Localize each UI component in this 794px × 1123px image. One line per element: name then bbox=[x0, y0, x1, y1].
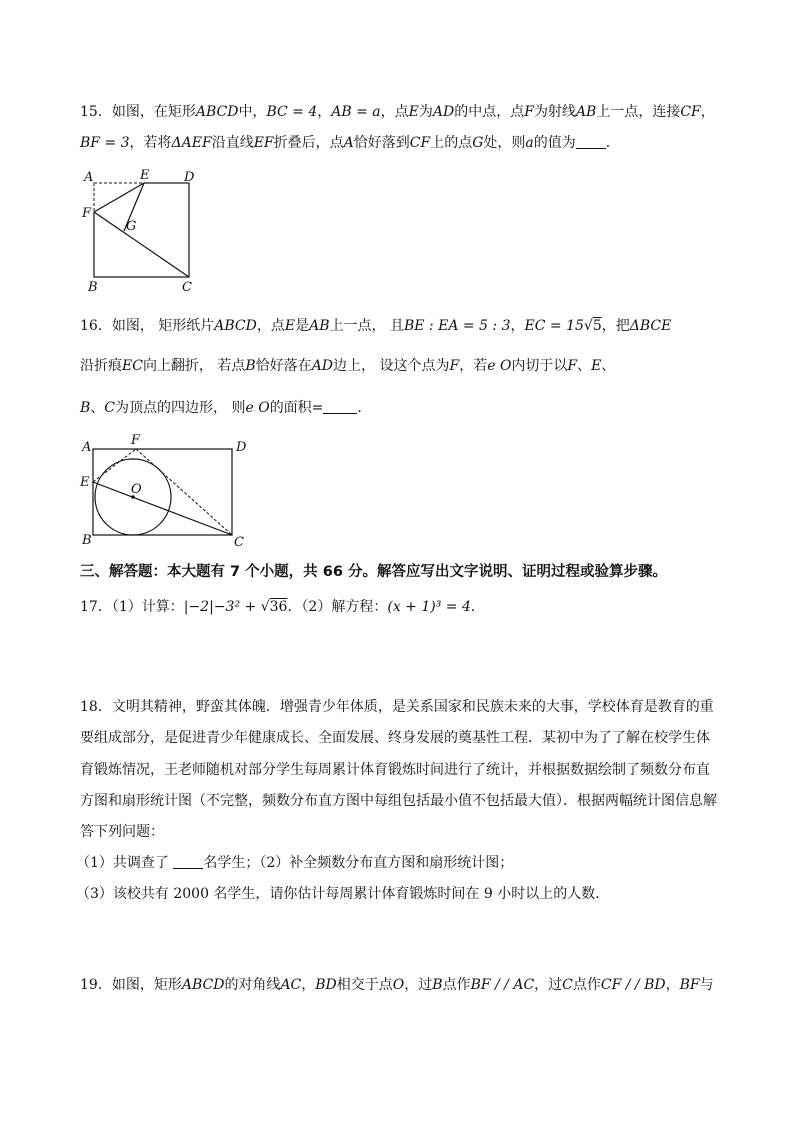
q18-line5: 答下列问题： bbox=[80, 824, 164, 840]
q15-line1: 15．如图，在矩形ABCD中，BC = 4，AB = a，点E为AD的中点，点F为射线AB上一点，连接CF， bbox=[80, 104, 715, 120]
label-a: A bbox=[82, 440, 92, 455]
q16-figure bbox=[76, 432, 256, 550]
dashed-segment-ef bbox=[93, 449, 136, 482]
answer-blank bbox=[576, 134, 606, 149]
q16-line3: B、C为顶点的四边形， 则e O的面积= ． bbox=[80, 400, 372, 416]
label-f: F bbox=[82, 206, 92, 221]
dashed-segment-fc bbox=[136, 449, 232, 535]
label-c: C bbox=[234, 535, 244, 550]
q18-line2: 要组成部分，是促进青少年健康成长、全面发展、终身发展的奠基性工程．某初中为了了解在校学生体 bbox=[80, 730, 710, 746]
segment-ec bbox=[93, 482, 232, 535]
label-b: B bbox=[82, 533, 92, 548]
q18-line4: 方图和扇形统计图（不完整，频数分布直方图中每组包括最小值不包括最大值）．根据两幅统计图信息解 bbox=[80, 793, 717, 809]
q16-line2: 沿折痕EC向上翻折， 若点B恰好落在AD边上， 设这个点为F，若e O内切于以F、E、 bbox=[80, 358, 616, 374]
q18-sub3: （3）该校共有 2000 名学生，请你估计每周累计体育锻炼时间在 9 小时以上的人数． bbox=[76, 886, 610, 902]
q17-line: 17．（1）计算：|−2|−3² + √36．（2）解方程：(x + 1)³ = 4． bbox=[80, 599, 485, 615]
segment-ef bbox=[94, 183, 144, 212]
label-o: O bbox=[131, 482, 142, 497]
label-d: D bbox=[236, 440, 247, 455]
q18-line1: 18．文明其精神，野蛮其体魄．增强青少年体质，是关系国家和民族未来的大事，学校体育是教育的重 bbox=[80, 699, 714, 715]
q18-line3: 育锻炼情况，王老师随机对部分学生每周累计体育锻炼时间进行了统计，并根据数据绘制了频数分布直 bbox=[80, 762, 710, 778]
label-e: E bbox=[80, 475, 90, 490]
rectangle-abcd bbox=[94, 183, 189, 277]
rectangle-abcd bbox=[93, 449, 232, 535]
q15-figure bbox=[76, 165, 206, 293]
label-b: B bbox=[88, 280, 98, 293]
label-c: C bbox=[182, 280, 192, 293]
q16-line1: 16．如图， 矩形纸片ABCD，点E是AB上一点， 且BE : EA = 5 : 3，EC = 15√5，把ΔBCE bbox=[80, 318, 672, 334]
label-e: E bbox=[140, 168, 150, 183]
label-a: A bbox=[84, 170, 94, 185]
q15-line2: BF = 3，若将ΔAEF沿直线EF折叠后，点A恰好落到CF上的点G处，则a的值为 ． bbox=[80, 135, 620, 151]
label-d: D bbox=[184, 170, 195, 185]
answer-blank bbox=[173, 854, 203, 869]
q19-line1: 19．如图，矩形ABCD的对角线AC，BD相交于点O，过B点作BF / / AC，过C点作CF / / BD，BF与 bbox=[80, 977, 714, 993]
segment-fc bbox=[94, 212, 189, 277]
answer-blank bbox=[323, 399, 357, 414]
label-g: G bbox=[126, 219, 137, 234]
q18-sub1: （1）共调查了 名学生；（2）补全频数分布直方图和扇形统计图； bbox=[76, 855, 514, 871]
label-f: F bbox=[131, 433, 141, 448]
section-heading: 三、解答题：本大题有 7 个小题，共 66 分。解答应写出文字说明、证明过程或验算步骤。 bbox=[80, 564, 667, 580]
